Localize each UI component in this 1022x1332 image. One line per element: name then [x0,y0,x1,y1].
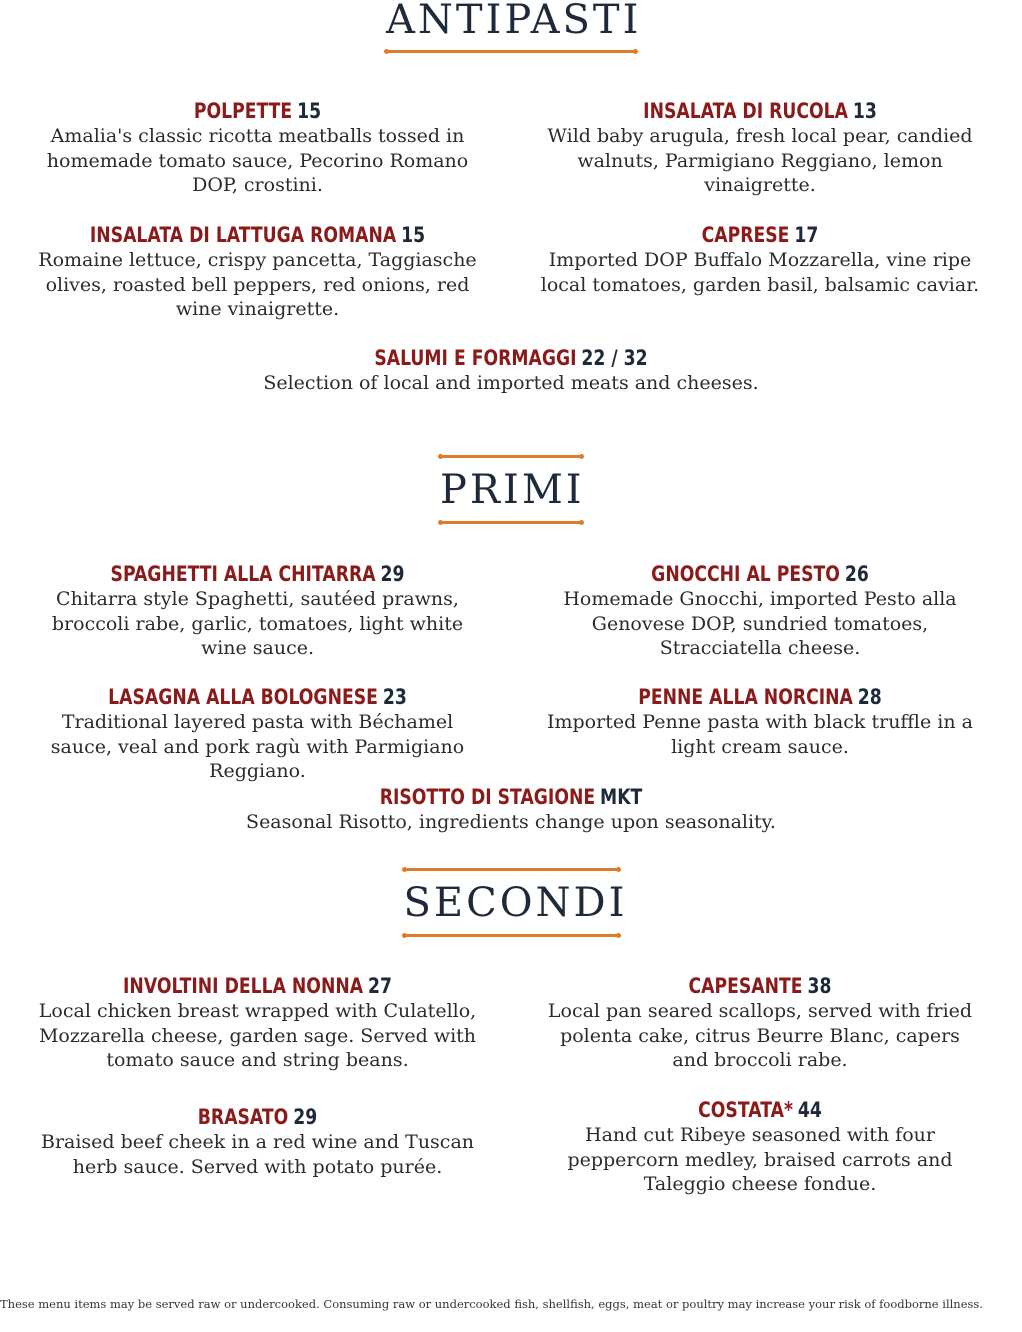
item-price: 22 / 32 [581,346,648,370]
item-name: POLPETTE [193,99,293,123]
menu-item [540,684,980,759]
item-price: 15 [401,223,426,247]
footer-disclaimer: These menu items may be served raw or undercooked. Consuming raw or undercooked fish, shellfish, eggs, meat or poultry may increase your risk of foodborne illness. [0,1297,983,1311]
menu-item [30,973,485,1073]
item-name: CAPRESE [701,223,790,247]
item-description: Seasonal Risotto, ingredients change upon seasonality. [246,811,776,833]
menu-item [30,684,485,784]
menu-item [540,561,980,661]
item-name: SALUMI E FORMAGGI [374,346,577,370]
item-name: INSALATA DI RUCOLA [643,99,848,123]
item-price: 23 [382,685,407,709]
divider [440,521,582,524]
item-price: 27 [368,974,392,998]
item-price: 29 [293,1105,318,1129]
item-description: Selection of local and imported meats and cheeses. [263,372,759,394]
divider [440,455,582,458]
item-description: Wild baby arugula, fresh local pear, candied walnuts, Parmigiano Reggiano, lemon vinaigrette. [547,125,973,196]
item-description: Local chicken breast wrapped with Culatello, Mozzarella cheese, garden sage. Served with tomato sauce and string beans. [38,1000,477,1071]
item-description: Chitarra style Spaghetti, sautéed prawns, broccoli rabe, garlic, tomatoes, light white wine sauce. [51,588,464,659]
menu-item [211,345,811,396]
item-name: SPAGHETTI ALLA CHITARRA [110,562,376,586]
item-name: PENNE ALLA NORCINA [638,685,853,709]
item-name: CAPESANTE [688,974,803,998]
item-description: Amalia's classic ricotta meatballs tossed in homemade tomato sauce, Pecorino Romano DOP, crostini. [46,125,469,196]
menu-item [540,973,980,1073]
menu-item [540,1097,980,1197]
divider [404,934,619,937]
item-name: RISOTTO DI STAGIONE [379,785,596,809]
item-name: BRASATO [197,1105,289,1129]
menu-item [540,222,980,297]
section-heading-antipasti [0,0,1022,53]
item-name: COSTATA* [698,1098,793,1122]
item-description: Imported Penne pasta with black truffle in a light cream sauce. [547,711,973,758]
menu-item [30,98,485,198]
item-description: Homemade Gnocchi, imported Pesto alla Genovese DOP, sundried tomatoes, Stracciatella cheese. [563,588,957,659]
item-description: Hand cut Ribeye seasoned with four peppercorn medley, braised carrots and Taleggio cheese fondue. [567,1124,953,1195]
menu-item [30,1104,485,1179]
item-name: GNOCCHI AL PESTO [651,562,840,586]
item-price: MKT [600,785,643,809]
menu-item [30,222,485,322]
item-price: 26 [844,562,869,586]
item-price: 13 [852,99,877,123]
item-description: Traditional layered pasta with Béchamel sauce, veal and pork ragù with Parmigiano Reggiano. [50,711,465,782]
item-price: 28 [857,685,882,709]
section-heading-secondi [0,868,1022,937]
divider [386,50,636,53]
section-title: SECONDI [403,880,628,926]
item-price: 15 [297,99,322,123]
item-price: 29 [380,562,405,586]
menu-item [211,784,811,835]
item-name: INSALATA DI LATTUGA ROMANA [89,223,397,247]
item-name: INVOLTINI DELLA NONNA [122,974,364,998]
section-title: ANTIPASTI [386,0,642,43]
item-price: 38 [807,974,832,998]
item-price: 44 [797,1098,822,1122]
item-price: 17 [794,223,819,247]
item-description: Local pan seared scallops, served with fried polenta cake, citrus Beurre Blanc, capers and broccoli rabe. [547,1000,973,1071]
menu-item [30,561,485,661]
section-title: PRIMI [440,467,585,513]
section-heading-primi [0,455,1022,524]
item-name: LASAGNA ALLA BOLOGNESE [108,685,378,709]
divider [404,868,619,871]
item-description: Romaine lettuce, crispy pancetta, Taggiasche olives, roasted bell peppers, red onions, red wine vinaigrette. [38,249,477,320]
item-description: Imported DOP Buffalo Mozzarella, vine ripe local tomatoes, garden basil, balsamic caviar. [540,249,980,296]
item-description: Braised beef cheek in a red wine and Tuscan herb sauce. Served with potato purée. [40,1131,475,1178]
menu-item [540,98,980,198]
